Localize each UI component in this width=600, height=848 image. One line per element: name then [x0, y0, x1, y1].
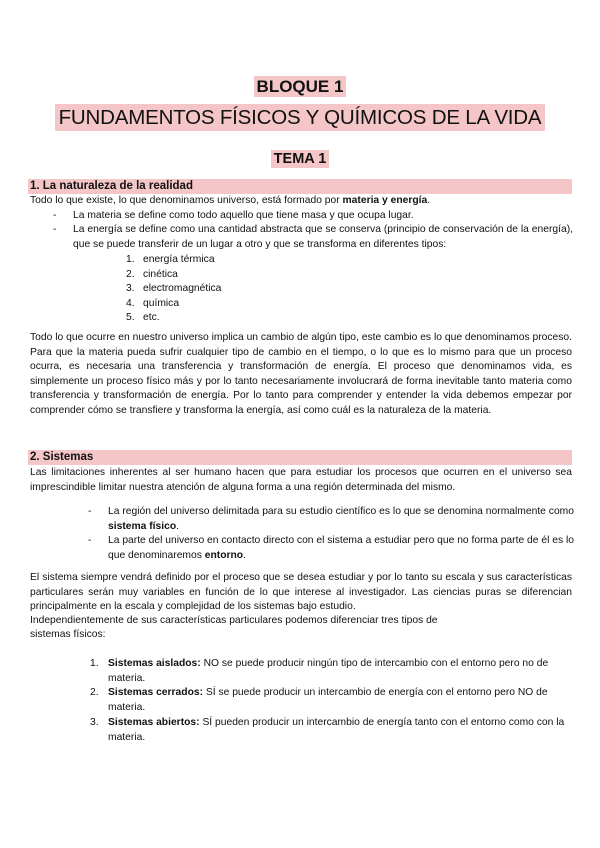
dash-bullet-icon: - [53, 210, 57, 221]
dash-bullet-icon: - [88, 506, 92, 517]
energy-type-label: etc. [143, 312, 160, 323]
list-number: 2. [126, 268, 135, 280]
system-type-description: SÍ pueden producir un intercambio de energía tanto con el entorno como con la materia. [108, 717, 565, 743]
section-1-intro-pre: Todo lo que existe, lo que denominamos universo, está formado por [30, 195, 343, 206]
physical-system-definition [108, 505, 574, 534]
system-type-name: Sistemas cerrados: [108, 687, 204, 698]
section-2-paragraph-tail-1: Independientemente de sus características particulares podemos diferenciar tres tipos de [30, 615, 438, 626]
environment-text: La parte del universo en contacto directo con el sistema a estudiar pero que no forma parte de él es lo que denominaremos [108, 535, 574, 561]
list-number: 3. [90, 717, 99, 728]
dash-bullet-icon: - [53, 224, 57, 235]
environment-period: . [243, 549, 246, 561]
system-type-text [108, 686, 574, 715]
section-1-heading: 1. La naturaleza de la realidad [28, 179, 572, 194]
topic-label [0, 150, 600, 168]
section-2-paragraph-tail-2: sistemas físicos: [30, 629, 106, 640]
list-number: 4. [126, 297, 135, 309]
environment-definition [108, 534, 574, 563]
physical-system-period: . [176, 520, 179, 532]
list-number: 5. [126, 312, 135, 323]
section-1-intro-post: . [427, 195, 431, 206]
system-type-name: Sistemas abiertos: [108, 717, 200, 728]
list-number: 1. [126, 254, 135, 265]
energy-type-label: electromagnética [143, 283, 222, 294]
section-2-heading: 2. Sistemas [28, 450, 572, 465]
system-type-name: Sistemas aislados: [108, 658, 201, 669]
dash-bullet-icon: - [88, 535, 92, 546]
system-type-description: NO se puede producir ningún tipo de intercambio con el entorno pero no de materia. [108, 658, 549, 684]
physical-system-term: sistema físico [108, 520, 177, 532]
document-title-text: FUNDAMENTOS FÍSICOS Y QUÍMICOS DE LA VIDA [55, 104, 546, 131]
energy-definition: La energía se define como una cantidad abstracta que se conserva (principio de conservación de la energía), que se puede transferir de un lugar a otro y que se transforma en diferentes tipos: [73, 224, 573, 250]
system-type-text [108, 657, 574, 686]
physical-system-text: La región del universo delimitada para su estudio científico es lo que se denomina normalmente como [108, 506, 574, 517]
section-2-intro: Las limitaciones inherentes al ser humano hacen que para estudiar los procesos que ocurren en el universo sea imprescindible limitar nuestra atención de alguna forma a una región determinada del mismo. [30, 467, 572, 493]
block-label-text: BLOQUE 1 [254, 76, 347, 97]
section-1-intro-bold: materia y energía [342, 195, 428, 206]
block-label [0, 77, 600, 97]
environment-term: entorno [204, 549, 244, 561]
list-item [53, 223, 573, 253]
section-1-intro [30, 194, 575, 209]
matter-definition: La materia se define como todo aquello que tiene masa y que ocupa lugar. [73, 210, 414, 221]
system-type-text [108, 716, 574, 745]
topic-label-text: TEMA 1 [271, 150, 330, 168]
list-number: 3. [126, 283, 135, 294]
system-type-description: SÍ se puede producir un intercambio de energía con el entorno pero NO de materia. [108, 687, 548, 713]
section-2-paragraph: El sistema siempre vendrá definido por el proceso que se desea estudiar y por lo tanto su escala y sus características particulares serán muy variables en función de lo que interese al investigador. Las ciencias puras se diferencian principalmente en la escala y complejidad de los sistemas bajo estudio. [30, 572, 572, 612]
section-1-paragraph: Todo lo que ocurre en nuestro universo implica un cambio de algún tipo, este cambio es lo que denominamos proceso. Para que la materia pueda sufrir cualquier tipo de cambio en el tiempo, o lo que es lo mismo para que un proceso ocurra, es necesaria una transferencia y transformación de energía. El proceso que denominamos vida, es simplemente un proceso físico más y por lo tanto necesariamente involucrará de forma inevitable tanto materia como transferencia y transformación de energía. Por lo tanto para comprender y entender la vida debemos empezar por comprender cómo se transfiere y transforma la energía, así como cuál es la naturaleza de la materia. [30, 332, 572, 416]
document-title [0, 106, 600, 130]
energy-type-label: química [143, 297, 180, 309]
energy-type-label: energía térmica [143, 254, 215, 265]
list-number: 1. [90, 658, 99, 669]
energy-type-label: cinética [143, 268, 178, 280]
list-number: 2. [90, 687, 99, 698]
